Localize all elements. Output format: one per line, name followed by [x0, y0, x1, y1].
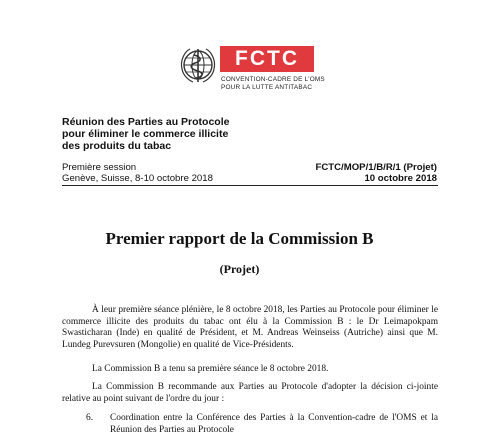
session-label: Première session [62, 162, 137, 173]
paragraph-1: À leur première séance plénière, le 8 octobre 2018, les Parties au Protocole pour éliminer le commerce illicite des produits du tabac ont élu à la Commission B : le Dr Leimapokpam Swasticharan (Inde) en qualité de Président, et M. Andreas Weinseiss (Autriche) ainsi que M. Lundeg Purevsuren (Mongolie) en qualité de Vice-Présidents. [62, 305, 438, 350]
agenda-item-number: 6. [86, 413, 94, 423]
convention-line-1: CONVENTION-CADRE DE L'OMS [221, 76, 325, 83]
document-date: 10 octobre 2018 [364, 173, 437, 184]
place-date: Genève, Suisse, 8-10 octobre 2018 [62, 173, 213, 184]
document-subtitle: (Projet) [219, 262, 260, 276]
agenda-item-text: Coordination entre la Conférence des Parties à la Convention-cadre de l'OMS et la Réunion des Parties au Protocole [110, 413, 438, 435]
meeting-title-line-3: des produits du tabac [62, 140, 172, 152]
who-emblem-icon [178, 45, 218, 85]
convention-line-2: POUR LA LUTTE ANTITABAC [221, 84, 313, 91]
fctc-logo: FCTC [220, 46, 314, 72]
paragraph-2: La Commission B a tenu sa première séance le 8 octobre 2018. [92, 364, 329, 374]
document-title: Premier rapport de la Commission B [105, 229, 374, 248]
meeting-title-line-1: Réunion des Parties au Protocole [62, 116, 230, 128]
document-symbol: FCTC/MOP/1/B/R/1 (Projet) [315, 162, 437, 173]
meeting-title [62, 116, 282, 152]
header-divider [62, 185, 438, 186]
meeting-title-line-2: pour éliminer le commerce illicite [62, 128, 229, 140]
paragraph-3: La Commission B recommande aux Parties au Protocole d'adopter la décision ci-jointe relative au point suivant de l'ordre du jour : [62, 382, 438, 404]
